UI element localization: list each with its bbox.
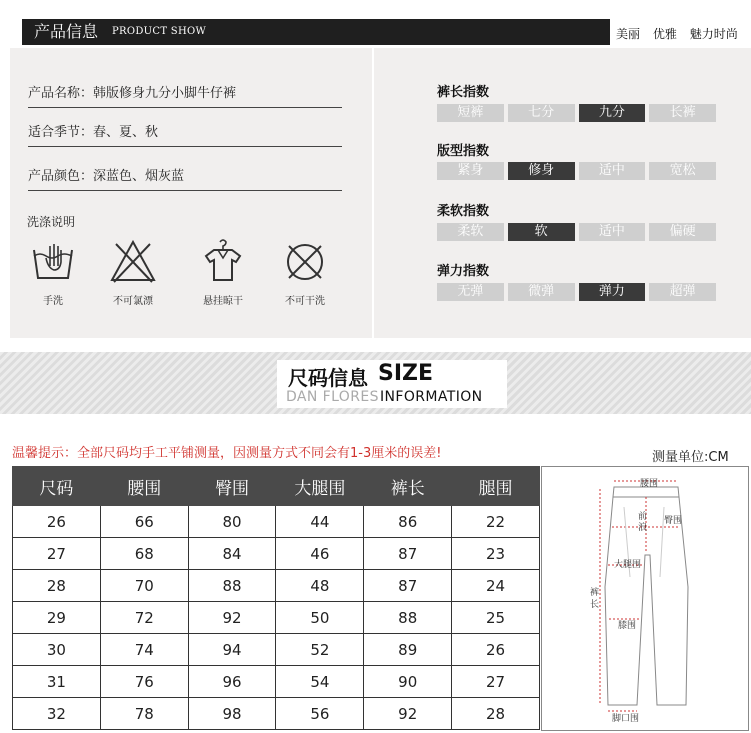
table-cell: 76 xyxy=(100,666,188,698)
table-cell: 90 xyxy=(364,666,452,698)
header-tags xyxy=(616,25,738,42)
table-cell: 88 xyxy=(364,602,452,634)
table-cell: 27 xyxy=(13,538,101,570)
measurement-notice: 温馨提示：全部尺码均手工平铺测量，因测量方式不同会有1-3厘米的误差! xyxy=(12,446,442,461)
table-cell: 80 xyxy=(188,506,276,538)
wash-item-hand-wash xyxy=(18,236,88,307)
wash-label: 不可干洗 xyxy=(285,296,325,307)
table-row xyxy=(13,698,540,730)
wash-item-hang-dry xyxy=(188,236,258,307)
pants-measurement-diagram xyxy=(541,466,749,731)
table-cell: 68 xyxy=(100,538,188,570)
pants-outline-icon xyxy=(542,467,748,730)
table-cell: 27 xyxy=(452,666,540,698)
product-color: 深蓝色、烟灰蓝 xyxy=(93,169,185,184)
table-row xyxy=(13,570,540,602)
hang-dry-icon xyxy=(198,236,248,286)
header-title: 产品信息 xyxy=(34,22,99,41)
table-cell: 70 xyxy=(100,570,188,602)
index-option: 无弹 xyxy=(457,284,484,299)
table-cell: 30 xyxy=(13,634,101,666)
index-option: 紧身 xyxy=(457,163,484,178)
table-cell: 72 xyxy=(100,602,188,634)
size-title-en: SIZE xyxy=(378,361,434,386)
table-cell: 92 xyxy=(364,698,452,730)
product-season: 春、夏、秋 xyxy=(93,125,159,140)
index-title-elasticity: 弹力指数 xyxy=(437,264,490,279)
index-title-fit: 版型指数 xyxy=(437,144,490,159)
table-cell: 50 xyxy=(276,602,364,634)
table-row xyxy=(13,602,540,634)
diagram-label-knee: 膝围 xyxy=(618,621,637,631)
table-cell: 54 xyxy=(276,666,364,698)
product-color-row xyxy=(28,165,342,191)
table-cell: 24 xyxy=(452,570,540,602)
table-header-cell: 臀围 xyxy=(188,467,276,506)
wash-item-no-bleach xyxy=(98,236,168,307)
header-tag: 美丽 xyxy=(616,27,641,41)
table-cell: 87 xyxy=(364,570,452,602)
wash-label: 手洗 xyxy=(43,296,63,307)
diagram-label-hem: 脚口围 xyxy=(612,714,640,724)
index-title-softness: 柔软指数 xyxy=(437,204,490,219)
diagram-label-hip: 臀围 xyxy=(664,516,683,526)
diagram-label-rise-2: 浪 xyxy=(638,523,648,533)
table-cell: 84 xyxy=(188,538,276,570)
table-cell: 26 xyxy=(452,634,540,666)
index-option: 适中 xyxy=(598,224,625,239)
index-option: 长裤 xyxy=(669,105,696,120)
header-bar xyxy=(22,19,610,45)
table-cell: 94 xyxy=(188,634,276,666)
index-option: 偏硬 xyxy=(669,224,696,239)
index-bar-softness xyxy=(437,223,716,241)
index-option: 七分 xyxy=(528,105,555,120)
size-table xyxy=(12,466,540,730)
table-cell: 88 xyxy=(188,570,276,602)
header-tag: 魅力时尚 xyxy=(689,27,738,41)
table-header-cell: 裤长 xyxy=(364,467,452,506)
index-option-selected: 九分 xyxy=(579,104,646,122)
table-cell: 46 xyxy=(276,538,364,570)
size-subtitle-brand: DAN FLORES xyxy=(286,389,379,405)
wash-item-no-dry-clean xyxy=(270,236,340,307)
table-cell: 44 xyxy=(276,506,364,538)
table-cell: 66 xyxy=(100,506,188,538)
table-row xyxy=(13,506,540,538)
table-cell: 23 xyxy=(452,538,540,570)
table-header-cell: 腰围 xyxy=(100,467,188,506)
product-color-label: 产品颜色： xyxy=(28,169,94,184)
index-option: 超弹 xyxy=(669,284,696,299)
table-cell: 22 xyxy=(452,506,540,538)
table-row xyxy=(13,666,540,698)
table-cell: 32 xyxy=(13,698,101,730)
table-cell: 26 xyxy=(13,506,101,538)
index-option: 适中 xyxy=(598,163,625,178)
index-option: 微弹 xyxy=(528,284,555,299)
table-cell: 52 xyxy=(276,634,364,666)
table-header-cell: 尺码 xyxy=(13,467,101,506)
index-option: 柔软 xyxy=(457,224,484,239)
table-cell: 25 xyxy=(452,602,540,634)
table-cell: 89 xyxy=(364,634,452,666)
size-subtitle: INFORMATION xyxy=(380,389,483,405)
wash-label: 不可氯漂 xyxy=(113,296,153,307)
table-cell: 28 xyxy=(452,698,540,730)
size-title: 尺码信息 xyxy=(288,366,368,390)
header-subtitle: PRODUCT SHOW xyxy=(112,26,207,37)
table-cell: 48 xyxy=(276,570,364,602)
diagram-label-length-2: 长 xyxy=(590,600,600,610)
table-cell: 86 xyxy=(364,506,452,538)
diagram-label-length: 裤 xyxy=(590,588,600,598)
product-name-label: 产品名称： xyxy=(28,86,94,101)
product-season-label: 适合季节： xyxy=(28,125,94,140)
table-cell: 78 xyxy=(100,698,188,730)
measurement-unit: 测量单位:CM xyxy=(652,450,729,465)
index-bar-elasticity xyxy=(437,283,716,301)
header-tag: 优雅 xyxy=(652,27,677,41)
table-cell: 56 xyxy=(276,698,364,730)
table-cell: 74 xyxy=(100,634,188,666)
table-header-cell: 大腿围 xyxy=(276,467,364,506)
table-cell: 87 xyxy=(364,538,452,570)
index-bar-fit xyxy=(437,162,716,180)
diagram-label-thigh: 大腿围 xyxy=(614,560,642,570)
index-option: 宽松 xyxy=(669,163,696,178)
table-cell: 28 xyxy=(13,570,101,602)
diagram-label-rise: 前 xyxy=(638,512,648,522)
hand-wash-icon xyxy=(28,236,78,286)
table-cell: 31 xyxy=(13,666,101,698)
no-dry-clean-icon xyxy=(280,236,330,286)
wash-label: 悬挂晾干 xyxy=(203,296,243,307)
index-option-selected: 弹力 xyxy=(579,283,646,301)
product-name: 韩版修身九分小脚牛仔裤 xyxy=(93,86,237,101)
table-cell: 92 xyxy=(188,602,276,634)
table-header-cell: 腿围 xyxy=(452,467,540,506)
table-cell: 29 xyxy=(13,602,101,634)
wash-title: 洗涤说明 xyxy=(27,215,76,229)
table-row xyxy=(13,538,540,570)
table-cell: 96 xyxy=(188,666,276,698)
index-title-length: 裤长指数 xyxy=(437,85,490,100)
table-header-row xyxy=(13,467,540,506)
diagram-label-waist: 腰围 xyxy=(640,479,659,489)
index-option-selected: 修身 xyxy=(508,162,575,180)
product-name-row xyxy=(28,82,342,108)
index-option-selected: 软 xyxy=(508,223,575,241)
index-bar-length xyxy=(437,104,716,122)
product-season-row xyxy=(28,121,342,147)
table-cell: 98 xyxy=(188,698,276,730)
index-option: 短裤 xyxy=(457,105,484,120)
table-row xyxy=(13,634,540,666)
no-bleach-icon xyxy=(108,236,158,286)
